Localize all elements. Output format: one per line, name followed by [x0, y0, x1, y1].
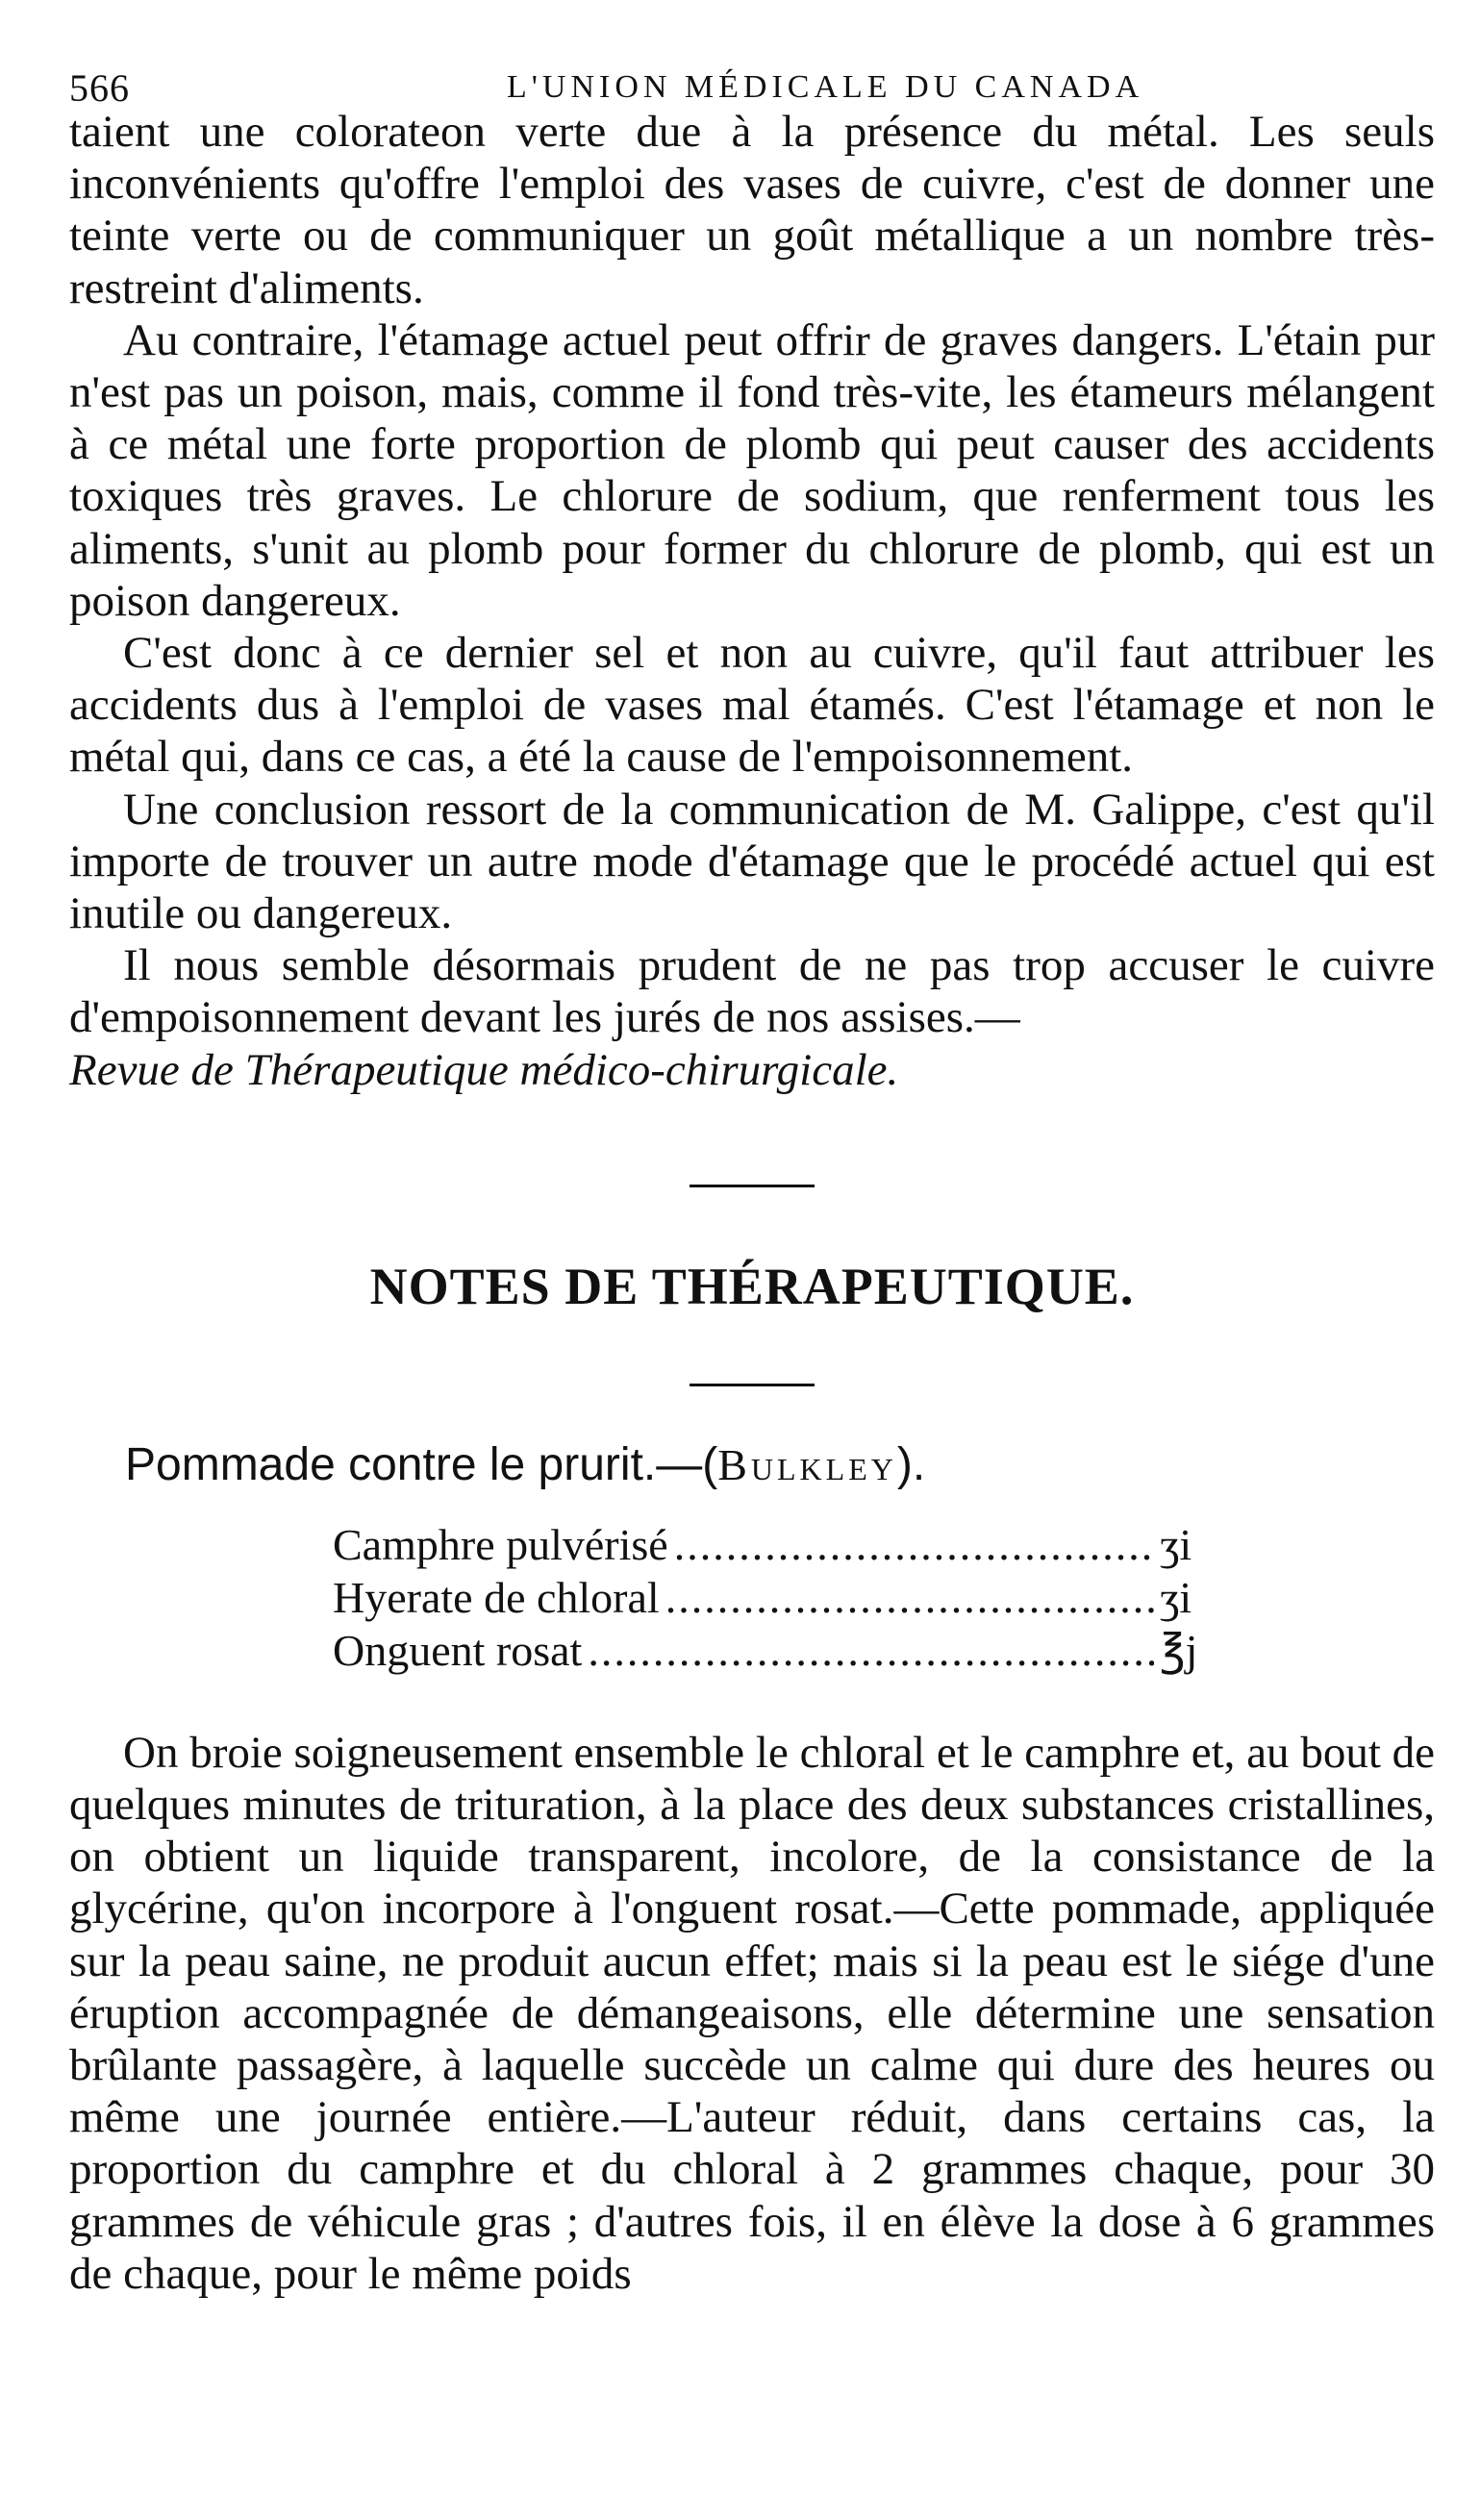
separator-rule	[690, 1384, 815, 1386]
ingredient-name: Hyerate de chloral	[333, 1572, 660, 1622]
ingredient-row	[333, 1624, 1237, 1677]
page	[69, 48, 1435, 2300]
ingredient-row	[333, 1518, 1237, 1571]
recipe-author: Bulkley	[717, 1439, 897, 1489]
paragraph: Une conclusion ressort de la communication de M. Galippe, c'est qu'il importe de trouver un autre mode d'étamage que le procédé actuel qui est inutile ou dangereux.	[69, 784, 1435, 939]
ingredient-list	[333, 1518, 1237, 1677]
paragraph: On broie soigneusement ensemble le chloral et le camphre et, au bout de quelques minutes de trituration, à la place des deux substances cristallines, on obtient un liquide transparent, incolore, de la consistance de la glycérine, qu'on incorpore à l'onguent rosat.—Cette pommade, appliquée sur la peau saine, ne produit aucun effet; mais si la peau est le siége d'une éruption accompagnée de démangeaisons, elle détermine une sensation brûlante passagère, à laquelle succède un calme qui dure des heures ou même une journée entière.—L'auteur réduit, dans certains cas, la proportion du camphre et du chloral à 2 grammes chaque, pour 30 grammes de véhicule gras ; d'autres fois, il en élève la dose à 6 grammes de chaque, pour le même poids	[69, 1727, 1435, 2299]
paragraph: taient une colorateon verte due à la présence du métal. Les seuls inconvénients qu'offre l'emploi des vases de cuivre, c'est de donner une teinte verte ou de communiquer un goût métallique a un nombre très-restreint d'aliments.	[69, 107, 1435, 313]
journal-title: L'UNION MÉDICALE DU CANADA	[507, 69, 1144, 105]
recipe-title-dash: —(	[656, 1438, 718, 1490]
recipe-instructions	[69, 1727, 1435, 2300]
page-number: 566	[69, 66, 130, 110]
recipe-title	[125, 1438, 1435, 1491]
paragraph: Au contraire, l'étamage actuel peut offrir de graves dangers. L'étain pur n'est pas un poison, mais, comme il fond très-vite, les étameurs mélangent à ce métal une forte proportion de plomb qui peut causer des accidents toxiques très graves. Le chlorure de sodium, que renferment tous les aliments, s'unit au plomb pour former du chlorure de plomb, qui est un poison dangereux.	[69, 314, 1435, 626]
ingredient-quantity: ℥j	[1160, 1625, 1198, 1675]
separator-rule	[690, 1185, 815, 1187]
running-head	[69, 48, 1435, 110]
section-heading: NOTES DE THÉRAPEUTIQUE.	[369, 1257, 1135, 1315]
article-end	[69, 106, 1435, 1096]
leader-dots	[674, 1518, 1154, 1571]
leader-dots	[588, 1624, 1154, 1677]
leader-dots	[665, 1571, 1154, 1624]
source-citation: Revue de Thérapeutique médico-chirurgicale.	[69, 1044, 899, 1095]
paragraph: C'est donc à ce dernier sel et non au cuivre, qu'il faut attribuer les accidents dus à l'emploi de vases mal étamés. C'est l'étamage et non le métal qui, dans ce cas, a été la cause de l'empoisonnement.	[69, 628, 1435, 783]
ingredient-name: Camphre pulvérisé	[333, 1519, 668, 1569]
ingredient-quantity: ʒi	[1160, 1572, 1192, 1622]
paragraph: Il nous semble désormais prudent de ne pas trop accuser le cuivre d'empoisonnement devant les jurés de nos assises.—	[69, 940, 1435, 1043]
recipe-title-text: Pommade contre le prurit.	[125, 1438, 657, 1490]
recipe-title-close: ).	[896, 1438, 926, 1490]
ingredient-name: Onguent rosat	[333, 1625, 583, 1675]
ingredient-row	[333, 1571, 1237, 1624]
ingredient-quantity: ʒi	[1160, 1519, 1192, 1569]
